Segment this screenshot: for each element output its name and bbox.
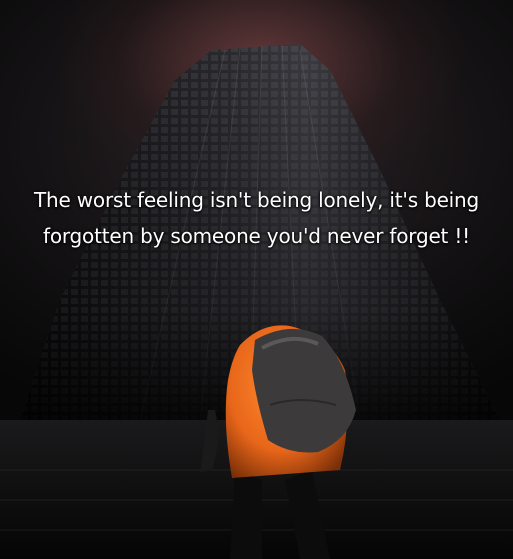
- quote-line-1: The worst feeling isn't being lonely, it's being: [34, 188, 479, 212]
- quote-text: [0, 182, 513, 254]
- quote-line-2: forgotten by someone you'd never forget !!: [43, 224, 470, 248]
